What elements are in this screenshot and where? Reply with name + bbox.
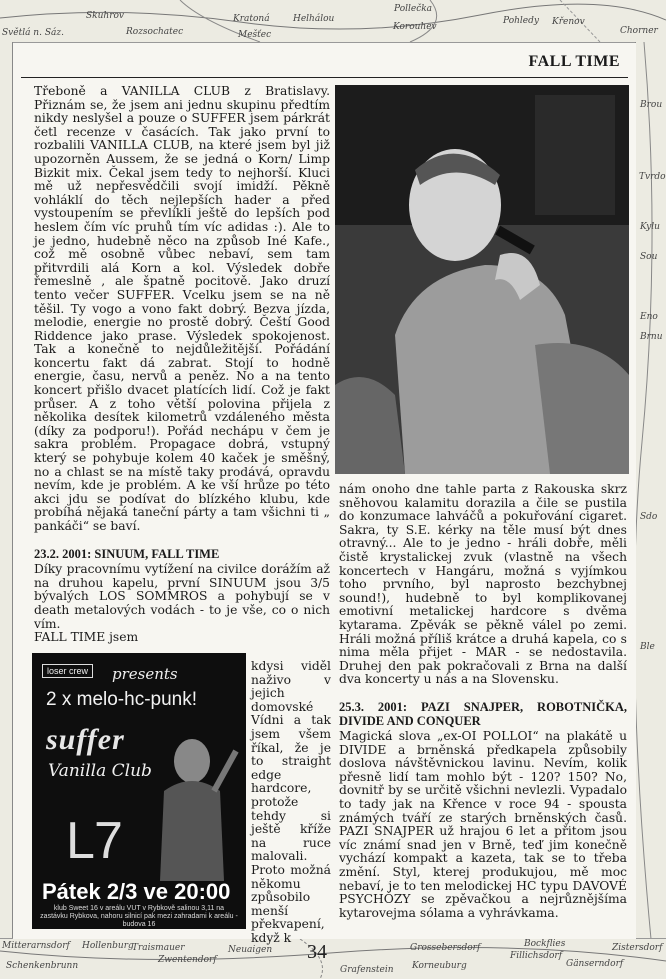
map-label-hollenburg: Hollenburg: [82, 941, 134, 951]
map-label-fillichsdorf: Fillichsdorf: [510, 951, 563, 961]
map-label-right-2: Tvrdo: [639, 172, 666, 182]
map-label-mestec: Mešťec: [238, 30, 272, 40]
singer-photo-drawing: [335, 85, 629, 474]
right-column: [339, 483, 627, 920]
map-label-schenkenbrunn: Schenkenbrunn: [6, 961, 79, 971]
map-border-top: [0, 0, 666, 43]
flyer-tag: loser crew: [42, 664, 93, 678]
intro-paragraph: Třeboně a VANILLA CLUB z Bratislavy. Přiznám se, že jsem ani jednu skupinu předtím nikdy neslyšel a pouze o SUFFER jsem párkrát četl recenze v časácích. Tak jako první to rozbalili VANILLA CLUB, na které jsem byl již upozorněn Aussem, že se jedná o Korn/ Limp Bizkit mix. Čekal jsem tedy to nejhorší. Kluci mě už nepřesvědčili svojí imidží. Pěkně vohláklí do těch nejlepších hader a před vystoupením se převlíkli ještě do lepších pod heslem čím víc pruhů tím víc adidas :). Ale to je jedno, hudebně něco na způsob Iné Kafe., což mě osobně vůbec nebaví, sem tam přitvrdili alá Korn a kol. Výsledek dobře řemeslně , ale špatně pocitově. Jako druzí tento večer SUFFER. Vcelku jsem se na ně těšil. Ty vogo a vono fakt dobrý. Bezva jízda, melodie, energie no prostě dobrý. Čeští Good Riddence jako prase. Výsledek spokojenost. Tak a konečně to nejdůležitější. Pořádání koncertu fakt dá zabrat. Stojí to hodně energie, času, nervů a peněz. No a na tento koncert přišlo dvacet platících lidí. Což je fakt průser. A z toho větší polovina přijela z několika desítek kilometrů vzdáleného města (díky za podporu!). Pořád nechápu v čem je sakra problém. Propagace dobrá, vstupný který se pohybuje kolem 40 kaček je směšný, no a chlast se na místě taky prodává, opravdu nevím, kde je problém. A ke vší hrůze po této akci jdu se podívat do blízkého klubu, kde probíhá nějaká taneční párty a tam všichni ti „ pankáči“ se baví.: [34, 84, 330, 533]
sinuum-paragraph: Díky pracovnímu vytížení na civilce dorážím až na druhou kapelu, první SINUUM jsou 3/5 bývalých LOS SOMMROS a pohybují se v death metalových vodách - to je vše, co o nich vím.: [34, 562, 330, 631]
map-label-right-8: Ble: [640, 642, 655, 652]
flyer-band-vanilla: Vanilla Club: [48, 761, 152, 781]
left-column: [34, 85, 330, 645]
map-label-traismauer: Traismauer: [132, 943, 185, 953]
section-title: FALL TIME: [528, 53, 620, 70]
map-label-bockflies: Bockflies: [524, 939, 566, 949]
flyer-band-suffer: suffer: [46, 723, 125, 756]
singer-photo: [335, 85, 629, 474]
flyer-figure-icon: [144, 731, 240, 881]
pazi-heading: 25.3. 2001: PAZI SNAJPER, ROBOTNIČKA, DIVIDE AND CONQUER: [339, 699, 627, 728]
flyer-logo-icon: [62, 803, 132, 873]
flyer-side-text: kdysi viděl naživo v jejich domovské Vídni a tak jsem všem říkal, že je to straight edge hardcore, protože tehdy si ještě kříže na ruce malovali. Proto možná někomu způsobilo menší překvapení, když k: [251, 659, 331, 945]
map-label-chorner: Chorner: [620, 26, 658, 36]
map-label-right-3: Kylu: [640, 222, 660, 232]
map-label-pohledy: Pohledy: [503, 16, 539, 26]
flyer-venue: klub Sweet 16 v areálu VUT v Rybkově salinou 3,11 na zastávku Rybkova, nahoru silnicí pak mezi zahradami k areálu - budova 16: [40, 905, 238, 928]
flyer-date: Pátek 2/3 ve 20:00: [42, 879, 231, 904]
map-label-helhalou: Helhálou: [293, 14, 335, 24]
map-label-mitterarnsdorf: Mitterarnsdorf: [2, 941, 70, 951]
map-label-right-5: Eno: [640, 312, 658, 322]
map-label-pollecka: Pollečka: [394, 4, 433, 14]
pazi-paragraph: Magická slova „ex-OI POLLOI“ na plakátě u DIVIDE a brněnská předkapela způsobily doslova návštěvnickou lavinu. Nevím, kolik přesně lidí tam mohlo být - 120? 150? No, dovnitř by se určitě všichni nevlezli. Vypadalo to tady jak na Křence v roce 94 - spousta známých tváří ze starých brněnských časů. PAZI SNAJPER už hrajou 6 let a přitom jsou víc známí snad jen v Brně, teď jim konečně vychází kompakt a kazeta, tak se to třeba změní. Styl, kterej produkujou, mě moc nebaví, je to ten melodickej HC typu DAVOVÉ PSYCHÓZY se zpěvačkou a nejrůznějšíma kytarovejma sólama a vyhrávkama.: [339, 729, 627, 920]
map-border-right: [635, 42, 666, 939]
map-label-right-4: Sou: [640, 252, 658, 262]
sinuum-heading: 23.2. 2001: SINUUM, FALL TIME: [34, 546, 220, 561]
map-label-rozsochatec: Rozsochatec: [126, 27, 184, 37]
map-label-grossebersdorf: Grossebersdorf: [410, 943, 481, 953]
map-label-zwentendorf: Zwentendorf: [158, 955, 217, 965]
map-label-skuhrov: Skuhrov: [86, 11, 125, 21]
map-label-neuaigen: Neuaigen: [228, 945, 273, 955]
svg-text:7: 7: [94, 812, 123, 870]
svg-text:L: L: [66, 812, 95, 870]
right-continue-paragraph: nám onoho dne tahle parta z Rakouska skrz sněhovou kalamitu dorazila a čile se pustila do konzumace lahváčů a pokuřování cigaret. Sakra, ty S.E. kérky na těle musí být dnes otravný... Ale to je jedno - hráli dobře, měli čistě krystalickej zvuk (vlastně na všech koncertech v Hangáru, možná s vyjímkou toho prvního, byl naprosto bezchybnej sound!), hudebně to byl komplikovanej emotivní metalickej hardcore s dvěma kytarama. Zpěvák se pěkně válel po zemi. Hráli možná příliš krátce a druhá kapela, co s nima měla přijet - MAR - se nedostavila. Druhej den pak pokračovali z Brna na další dva koncerty u nás a na Slovensku.: [339, 482, 627, 687]
map-label-kratona: Kratoná: [233, 14, 270, 24]
map-label-right-1: Brou: [640, 100, 663, 110]
page-number: 34: [307, 941, 327, 963]
map-label-right-6: Brnu: [640, 332, 663, 342]
concert-flyer: [32, 653, 246, 929]
map-label-grafenstein: Grafenstein: [340, 965, 394, 975]
map-label-zistersdorf: Zistersdorf: [612, 943, 663, 953]
map-label-krenov: Křenov: [552, 17, 585, 27]
flyer-side-column: [251, 660, 331, 945]
map-border-left: [0, 42, 13, 939]
header-rule: [21, 77, 628, 78]
map-border-bottom: [0, 938, 666, 979]
flyer-headline: 2 x melo-hc-punk!: [46, 689, 198, 710]
map-label-svetla: Světlá n. Sáz.: [2, 28, 64, 38]
flyer-presents: presents: [112, 665, 178, 683]
map-label-korneuburg: Korneuburg: [412, 961, 467, 971]
map-label-right-7: Sdo: [640, 512, 658, 522]
map-label-ganserndorf: Gänserndorf: [566, 959, 624, 969]
map-label-korouhev: Korouhev: [393, 22, 437, 32]
sinuum-line-a: FALL TIME jsem: [34, 630, 139, 645]
